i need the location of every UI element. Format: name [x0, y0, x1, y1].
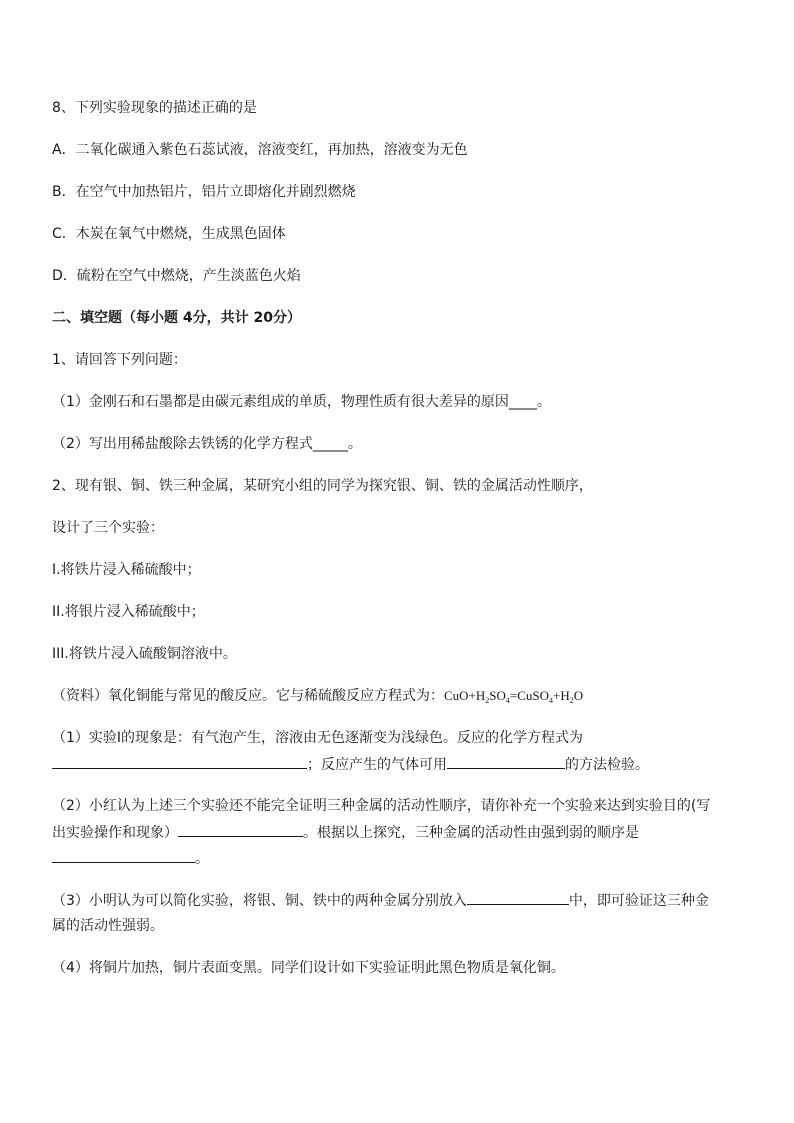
q2-part2-line1: （2）小红认为上述三个实验还不能完全证明三种金属的活动性顺序，请你补充一个实验来达到实验目的(写 — [52, 798, 711, 814]
answer-blank[interactable] — [178, 822, 303, 837]
q2-part2-line3: 。 — [52, 848, 209, 869]
q2-stem: 2、现有银、铜、铁三种金属，某研究小组的同学为探究银、铜、铁的金属活动性顺序， — [52, 478, 593, 494]
option-d: D．硫粉在空气中燃烧，产生淡蓝色火焰 — [52, 268, 301, 284]
option-a: A．二氧化碳通入紫色石蕊试液，溶液变红，再加热，溶液变为无色 — [52, 142, 468, 158]
q1-part1: （1）金刚石和石墨都是由碳元素组成的单质，物理性质有很大差异的原因____。 — [52, 394, 551, 410]
experiment-1: I.将铁片浸入稀硫酸中； — [52, 562, 201, 578]
answer-blank[interactable] — [467, 890, 569, 905]
q1-part2: （2）写出用稀盐酸除去铁锈的化学方程式_____。 — [52, 436, 362, 452]
q2-part1-line1: （1）实验Ⅰ的现象是：有气泡产生，溶液由无色逐渐变为浅绿色。反应的化学方程式为 — [52, 730, 584, 746]
q2-part2-line2: 出实验操作和现象） 。根据以上探究，三种金属的活动性由强到弱的顺序是 — [52, 822, 639, 843]
section-heading: 二、填空题（每小题 4分，共计 20分） — [52, 310, 301, 326]
q2-stem-cont: 设计了三个实验： — [52, 520, 164, 536]
q2-part3-line1: （3）小明认为可以简化实验，将银、铜、铁中的两种金属分别放入 中，即可验证这三种金 — [52, 890, 709, 911]
q2-part1-line2: ；反应产生的气体可用 的方法检验。 — [52, 754, 649, 775]
q2-part4: （4）将铜片加热，铜片表面变黑。同学们设计如下实验证明此黑色物质是氧化铜。 — [52, 960, 565, 976]
answer-blank[interactable] — [52, 754, 307, 769]
answer-blank[interactable] — [447, 754, 565, 769]
option-b: B．在空气中加热铝片，铝片立即熔化并剧烈燃烧 — [52, 184, 356, 200]
experiment-2: II.将银片浸入稀硫酸中； — [52, 604, 205, 620]
info-prefix: （资料）氧化铜能与常见的酸反应。它与稀硫酸反应方程式为： — [52, 688, 444, 704]
option-c: C．木炭在氧气中燃烧，生成黑色固体 — [52, 226, 286, 242]
question-8-stem: 8、下列实验现象的描述正确的是 — [52, 100, 257, 116]
reaction-formula: $CuO+H_2SO_4=CuSO_4+H_2O$ — [444, 688, 584, 705]
q2-part3-line2: 属的活动性强弱。 — [52, 918, 164, 934]
info-line — [52, 686, 583, 706]
experiment-3: III.将铁片浸入硫酸铜溶液中。 — [52, 646, 237, 662]
answer-blank[interactable] — [52, 848, 195, 863]
q1-stem: 1、请回答下列问题： — [52, 352, 187, 368]
